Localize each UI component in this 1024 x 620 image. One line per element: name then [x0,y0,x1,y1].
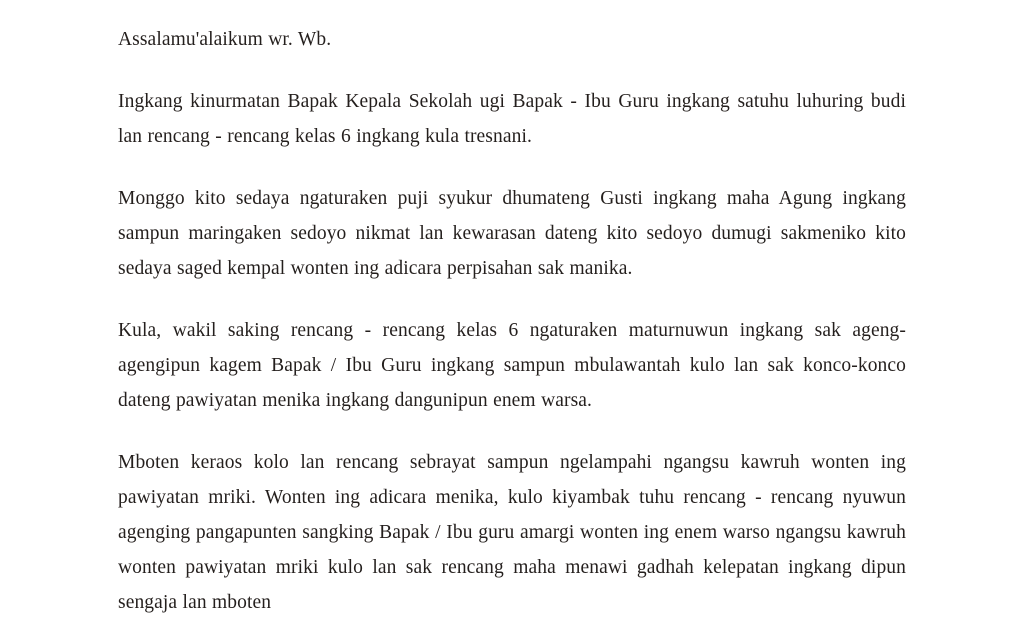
paragraph-gratitude: Monggo kito sedaya ngaturaken puji syukur dhumateng Gusti ingkang maha Agung ingkang sampun maringaken sedoyo nikmat lan kewarasan dateng kito sedoyo dumugi sakmeniko kito sedaya saged kempal wonten ing adicara perpisahan sak manika. [118,188,906,279]
document-body [118,22,906,620]
paragraph-apology: Mboten keraos kolo lan rencang sebrayat sampun ngelampahi ngangsu kawruh wonten ing pawiyatan mriki. Wonten ing adicara menika, kulo kiyambak tuhu rencang - rencang nyuwun agenging pangapunten sangking Bapak / Ibu guru amargi wonten ing enem warso ngangsu kawruh wonten pawiyatan mriki kulo lan sak rencang maha menawi gadhah kelepatan ingkang dipun sengaja lan mboten [118,452,906,613]
paragraph-address: Ingkang kinurmatan Bapak Kepala Sekolah ugi Bapak - Ibu Guru ingkang satuhu luhuring budi lan rencang - rencang kelas 6 ingkang kula tresnani. [118,91,906,147]
paragraph-greeting: Assalamu'alaikum wr. Wb. [118,29,332,50]
paragraph-thanks: Kula, wakil saking rencang - rencang kelas 6 ngaturaken maturnuwun ingkang sak ageng-agengipun kagem Bapak / Ibu Guru ingkang sampun mbulawantah kulo lan sak konco-konco dateng pawiyatan menika ingkang dangunipun enem warsa. [118,320,906,411]
